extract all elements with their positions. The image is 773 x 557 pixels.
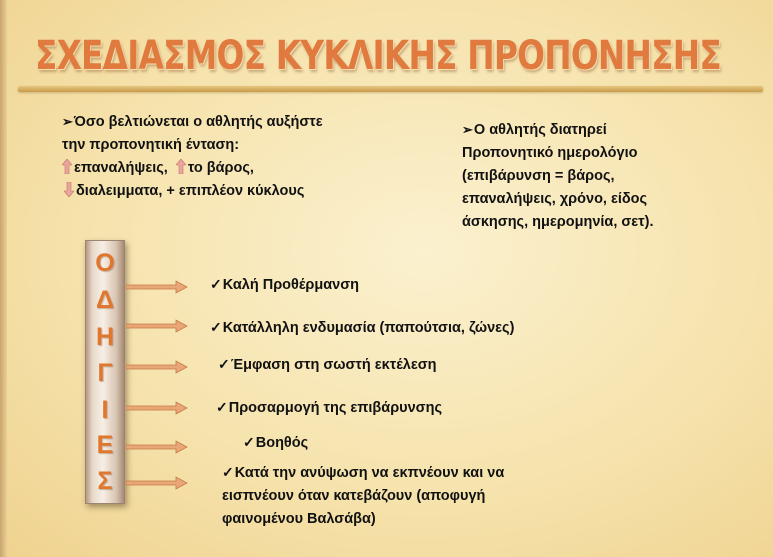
guideline-load-adjustment: ✓Προσαρμογή της επιβάρυνσης [216, 399, 442, 416]
slide-left-edge [0, 0, 7, 557]
up-arrow-icon [176, 159, 186, 174]
log-line-3: (επιβάρυνση = βάρος, [462, 168, 615, 184]
up-arrow-icon [62, 159, 72, 174]
banner-letter: Η [95, 323, 115, 351]
down-arrow-icon [64, 182, 74, 197]
weight-text: το βάρος, [187, 160, 254, 176]
check-icon: ✓ [218, 356, 230, 372]
title-underline [18, 86, 763, 92]
check-icon: ✓ [243, 434, 255, 450]
log-line-5: άσκησης, ημερομηνία, σετ). [462, 214, 654, 230]
bullet-arrow-icon: ➢ [462, 122, 473, 137]
log-line-1: ➢Ο αθλητής διατηρεί [462, 122, 607, 138]
banner-letter: Δ [96, 286, 114, 314]
intensity-line-2: την προπονητική ένταση: [62, 137, 240, 153]
rest-text: διαλειμματα, + επιπλέον κύκλους [76, 183, 305, 199]
banner-letter: Ι [101, 396, 109, 424]
bullet-arrow-icon: ➢ [62, 114, 73, 129]
intensity-text-1: Όσο βελτιώνεται ο αθλητής αυξήστε [73, 114, 323, 130]
banner-letter: Γ [97, 359, 113, 387]
check-icon: ✓ [222, 464, 234, 480]
intensity-line-4 [62, 180, 392, 203]
intensity-line-3 [62, 157, 392, 180]
log-line-2: Προπονητικό ημερολόγιο [462, 145, 638, 161]
guideline-warmup: ✓Καλή Προθέρμανση [210, 276, 360, 293]
check-icon: ✓ [216, 399, 228, 415]
right-arrow-icon [126, 476, 188, 490]
banner-letter: Ε [96, 431, 114, 459]
guideline-spotter: ✓Βοηθός [243, 434, 309, 451]
right-arrow-icon [126, 280, 188, 294]
log-line-4: επαναλήψεις, χρόνο, είδος [462, 191, 648, 207]
guideline-technique: ✓Έμφαση στη σωστή εκτέλεση [218, 356, 437, 373]
right-arrow-icon [126, 360, 188, 374]
banner-letter: Σ [97, 467, 113, 495]
slide-title: ΣΧΕΔΙΑΣΜΟΣ ΚΥΚΛΙΚΗΣ ΠΡΟΠΟΝΗΣΗΣ [35, 33, 721, 79]
intensity-line-1 [62, 110, 392, 134]
intensity-note [62, 110, 392, 203]
guideline-clothing: ✓Κατάλληλη ενδυμασία (παπούτσια, ζώνες) [210, 319, 515, 336]
right-arrow-icon [126, 319, 188, 333]
right-arrow-icon [126, 401, 188, 415]
check-icon: ✓ [210, 319, 222, 335]
repetitions-text: επαναλήψεις, [74, 160, 168, 176]
guidelines-vertical-banner [85, 240, 125, 504]
banner-letter: Ο [95, 249, 115, 277]
training-log-note [462, 118, 722, 234]
check-icon: ✓ [210, 276, 222, 292]
right-arrow-icon [126, 440, 188, 454]
guideline-breathing: ✓Κατά την ανύψωση να εκπνέουν και να εισπνέουν όταν κατεβάζουν (αποφυγή φαινομένου Βαλσάβα) [222, 464, 505, 527]
